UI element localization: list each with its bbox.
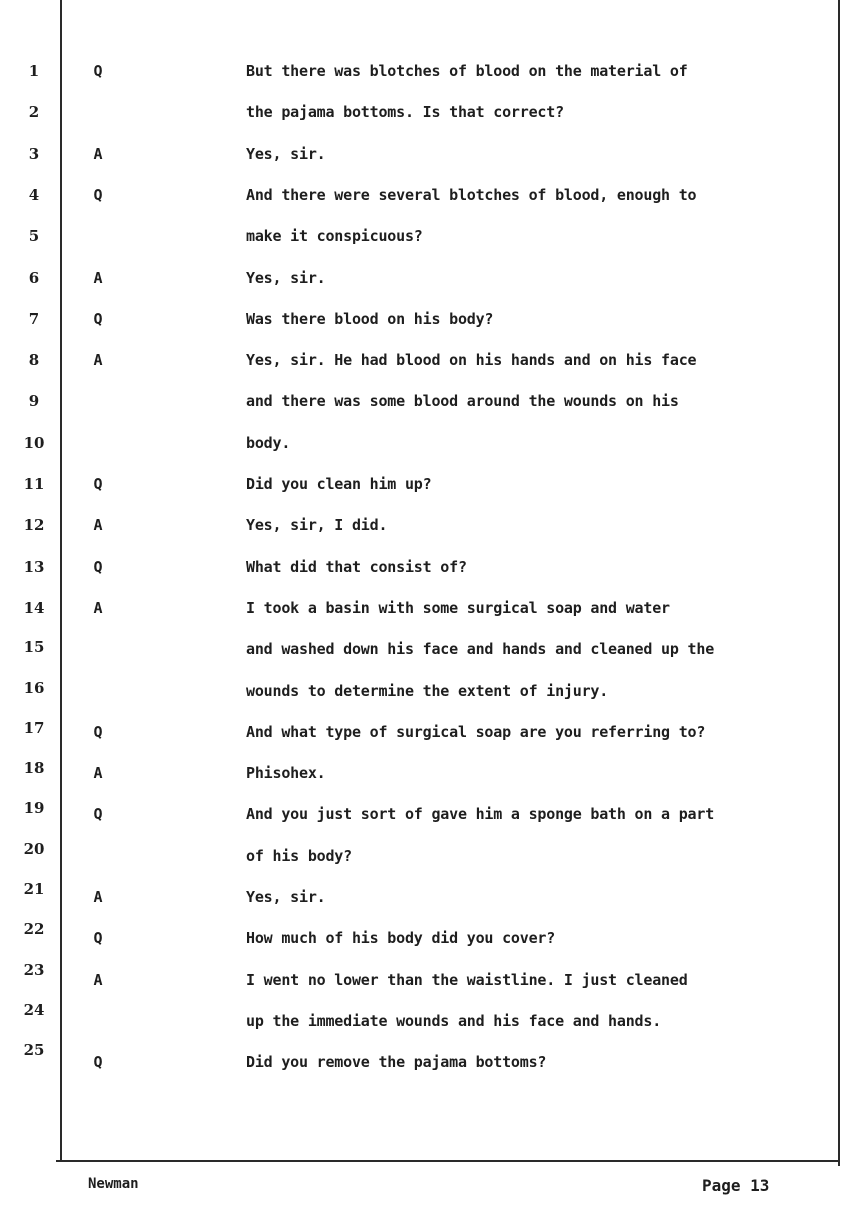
transcript-line [0,263,860,293]
line-text: I took a basin with some surgical soap and water [246,598,670,617]
transcript-line [0,841,860,871]
speaker-label: A [93,598,103,617]
speaker-label: Q [93,475,103,493]
line-text: Yes, sir. He had blood on his hands and on his face [246,351,697,370]
line-number: 4 [28,185,40,204]
line-number: 14 [23,598,45,617]
line-number: 13 [23,557,45,576]
transcript-line [0,634,860,664]
transcript-line [0,386,860,416]
line-number: 21 [23,880,45,898]
line-text: And what type of surgical soap are you referring to? [246,722,706,741]
line-number: 23 [23,960,45,979]
line-number: 16 [23,678,45,697]
line-number: 22 [23,920,45,939]
transcript-line [0,180,860,210]
line-text: body. [246,433,291,452]
line-text: up the immediate wounds and his face and hands. [246,1011,662,1030]
line-number: 15 [23,638,45,657]
line-text: I went no lower than the waistline. I just cleaned [246,970,688,989]
speaker-label: A [93,888,103,906]
speaker-label: Q [93,722,103,741]
transcript-line [0,428,860,458]
line-number: 2 [28,103,40,122]
line-number: 3 [28,144,40,163]
transcript-line [0,1041,860,1077]
transcript-line [0,345,860,375]
transcript-line [0,920,860,953]
line-number: 12 [23,516,45,535]
line-number: 7 [28,309,40,328]
transcript-line [0,593,860,623]
speaker-label: Q [93,309,103,328]
transcript-line [0,97,860,127]
transcript-line [0,960,860,995]
transcript-line [0,304,860,334]
line-text: of his body? [246,846,352,865]
line-text: Did you remove the pajama bottoms? [246,1053,547,1072]
line-text: wounds to determine the extent of injury. [246,681,609,700]
transcript-line [0,1000,860,1036]
transcript-line [0,552,860,582]
transcript-line [0,799,860,829]
line-number: 19 [23,799,45,818]
line-text: Was there blood on his body? [246,309,494,328]
line-text: Yes, sir. [246,888,326,906]
transcript-line [0,676,860,706]
transcript-line [0,510,860,540]
line-number: 20 [23,839,45,858]
line-number: 11 [23,475,45,493]
speaker-label: A [93,970,103,989]
speaker-label: Q [93,805,103,824]
line-number: 8 [28,351,40,370]
line-number: 24 [23,1000,45,1019]
transcript-line [0,717,860,747]
line-text: Yes, sir, I did. [246,516,388,535]
footer-witness-name: Newman [88,1176,139,1192]
transcript-line [0,139,860,169]
line-number: 25 [23,1041,45,1060]
transcript-line [0,221,860,251]
line-text: and washed down his face and hands and cleaned up the [246,640,715,659]
line-text: and there was some blood around the wounds on his [246,392,679,411]
footer-page-number: Page 13 [702,1176,770,1195]
line-number: 6 [28,268,40,287]
line-text: Yes, sir. [246,268,326,287]
speaker-label: A [93,268,103,287]
transcript-line [0,56,860,86]
line-number: 10 [23,433,45,452]
speaker-label: Q [93,1053,103,1072]
line-text: How much of his body did you cover? [246,929,556,948]
line-number: 17 [23,718,45,737]
speaker-label: Q [93,557,103,576]
line-text: And there were several blotches of blood, enough to [246,185,697,204]
line-number: 1 [28,62,40,80]
speaker-label: Q [93,929,103,948]
line-text: Phisohex. [246,764,326,783]
speaker-label: Q [93,62,103,80]
transcript-line [0,469,860,499]
speaker-label: A [93,144,103,163]
line-text: But there was blotches of blood on the material of [246,62,688,80]
bottom-margin-rule [56,1160,840,1162]
speaker-label: Q [93,185,103,204]
line-text: And you just sort of gave him a sponge bath on a part [246,805,715,824]
transcript-line [0,882,860,912]
line-text: Did you clean him up? [246,475,432,493]
line-number: 9 [28,392,40,411]
speaker-label: A [93,764,103,783]
line-text: make it conspicuous? [246,227,423,246]
speaker-label: A [93,516,103,535]
speaker-label: A [93,351,103,370]
line-text: What did that consist of? [246,557,467,576]
line-text: Yes, sir. [246,144,326,163]
line-number: 18 [23,759,45,778]
transcript-line [0,758,860,788]
line-text: the pajama bottoms. Is that correct? [246,103,564,122]
line-number: 5 [28,227,40,246]
